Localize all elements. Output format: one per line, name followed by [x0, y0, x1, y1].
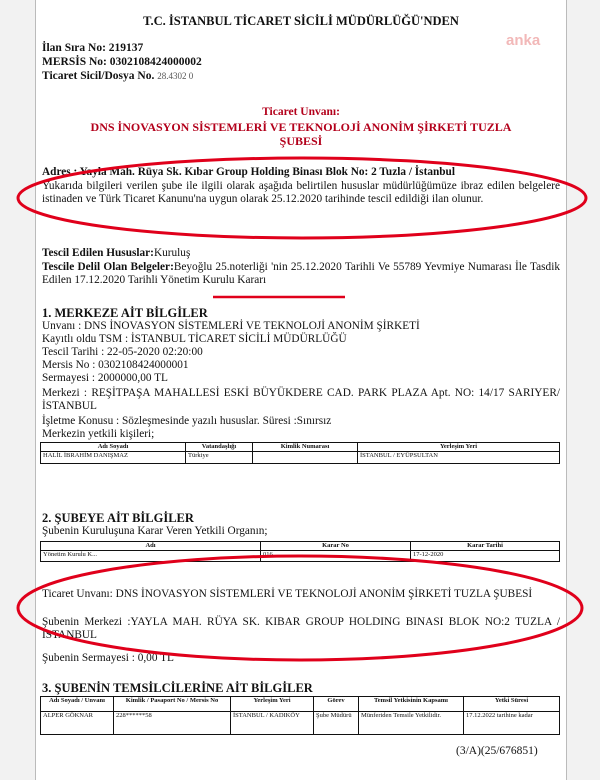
footer-code: (3/A)(25/676851)	[456, 745, 538, 757]
table-header: Adı	[41, 542, 261, 551]
table-header: Vatandaşlığı	[186, 443, 253, 452]
organ-label: Şubenin Kuruluşuna Karar Veren Yetkili Organın;	[42, 525, 268, 537]
table-row	[41, 551, 560, 562]
table-row	[41, 452, 560, 464]
table-cell: 228******58	[114, 712, 231, 735]
document-page	[35, 0, 567, 780]
watermark: anka	[506, 32, 541, 49]
ilan-sira: İlan Sıra No: 219137	[42, 42, 144, 54]
section1-line: Mersis No : 0302108424000001	[42, 359, 189, 371]
mersis-no: MERSİS No: 0302108424000002	[42, 56, 202, 68]
table-cell: İSTANBUL / EYÜPSULTAN	[358, 452, 560, 464]
section1-line: Kayıtlı oldu TSM : İSTANBUL TİCARET SİCİLİ MÜDÜRLÜĞÜ	[42, 333, 347, 345]
table-cell: Şube Müdürü	[314, 712, 359, 735]
table-header: Karar Tarihi	[411, 542, 560, 551]
section3-title: 3. ŞUBENİN TEMSİLCİLERİNE AİT BİLGİLER	[42, 681, 313, 695]
address-line: Adres : Yayla Mah. Rüya Sk. Kıbar Group Holding Binası Blok No: 2 Tuzla / İstanbul	[42, 166, 455, 178]
table-cell: İSTANBUL / KADIKÖY	[231, 712, 314, 735]
table-cell: HALİL İBRAHİM DANIŞMAZ	[41, 452, 186, 464]
trade-name-label: Ticaret Unvanı:	[262, 106, 340, 118]
authorized-table	[40, 442, 560, 464]
table-cell: ALPER GÖKNAR	[41, 712, 114, 735]
sicil-no: Ticaret Sicil/Dosya No. 28.4302 0	[42, 70, 194, 82]
table-cell: Türkiye	[186, 452, 253, 464]
table-header: Yerleşim Yeri	[231, 697, 314, 712]
section1-merkez: Merkezi : REŞİTPAŞA MAHALLESİ ESKİ BÜYÜKDERE CAD. PARK PLAZA Apt. NO: 14/17 SARIYER/İSTANBUL	[42, 387, 560, 412]
table-cell: 016	[261, 551, 411, 562]
trade-name-line1: DNS İNOVASYON SİSTEMLERİ VE TEKNOLOJİ ANONİM ŞİRKETİ TUZLA	[90, 120, 512, 134]
address-body: Yukarıda bilgileri verilen şube ile ilgili olarak aşağıda belirtilen hususlar müdürlüğümüze ibraz edilen belgelere istinaden ve Türk Ticaret Kanunu'na uygun olarak 25.12.2020 tarihinde tescil edildiği ilan olunur.	[42, 180, 560, 205]
table-header: Adı Soyadı	[41, 443, 186, 452]
table-header: Yetki Süresi	[464, 697, 560, 712]
organ-table	[40, 541, 560, 562]
table-cell: Münferiden Temsile Yetkilidir.	[359, 712, 464, 735]
representatives-table	[40, 696, 560, 735]
evidence-documents: Tescile Delil Olan Belgeler:Beyoğlu 25.noterliği 'nin 25.12.2020 Tarihli Ve 55789 Yevmiye Numarası İle Tasdik Edilen 17.12.2020 Tarihli Yönetim Kurulu Kararı	[42, 261, 560, 286]
section1-line: Unvanı : DNS İNOVASYON SİSTEMLERİ VE TEKNOLOJİ ANONİM ŞİRKETİ	[42, 320, 420, 332]
table-cell: 17.12.2022 tarihine kadar	[464, 712, 560, 735]
section1-title: 1. MERKEZE AİT BİLGİLER	[42, 306, 208, 320]
branch-address: Şubenin Merkezi :YAYLA MAH. RÜYA SK. KIBAR GROUP HOLDING BINASI BLOK NO:2 TUZLA / İSTANBUL	[42, 616, 560, 641]
section1-isletme: İşletme Konusu : Sözleşmesinde yazılı hususlar. Süresi :Sınırsız	[42, 415, 332, 427]
authorized-label: Merkezin yetkili kişileri;	[42, 428, 155, 440]
table-header: Kimlik Numarası	[253, 443, 358, 452]
trade-name-line2: ŞUBESİ	[279, 134, 323, 148]
section2-title: 2. ŞUBEYE AİT BİLGİLER	[42, 511, 194, 525]
table-header: Görev	[314, 697, 359, 712]
branch-trade-name: Ticaret Unvanı: DNS İNOVASYON SİSTEMLERİ VE TEKNOLOJİ ANONİM ŞİRKETİ TUZLA ŞUBESİ	[42, 588, 533, 600]
table-cell: 17-12-2020	[411, 551, 560, 562]
table-header: Karar No	[261, 542, 411, 551]
section1-line: Sermayesi : 2000000,00 TL	[42, 372, 168, 384]
section1-line: Tescil Tarihi : 22-05-2020 02:20:00	[42, 346, 203, 358]
table-header: Kimlik / Pasaport No / Mersis No	[114, 697, 231, 712]
table-row	[41, 712, 560, 735]
table-cell: Yönetim Kurulu K...	[41, 551, 261, 562]
table-cell	[253, 452, 358, 464]
branch-capital: Şubenin Sermayesi : 0,00 TL	[42, 652, 174, 664]
table-header: Temsil Yetkisinin Kapsamı	[359, 697, 464, 712]
registered-matters: Tescil Edilen Hususlar:Kuruluş	[42, 247, 191, 259]
table-header: Adı Soyadı / Unvanı	[41, 697, 114, 712]
page-title: T.C. İSTANBUL TİCARET SİCİLİ MÜDÜRLÜĞÜ'NDEN	[143, 14, 459, 28]
table-header: Yerleşim Yeri	[358, 443, 560, 452]
